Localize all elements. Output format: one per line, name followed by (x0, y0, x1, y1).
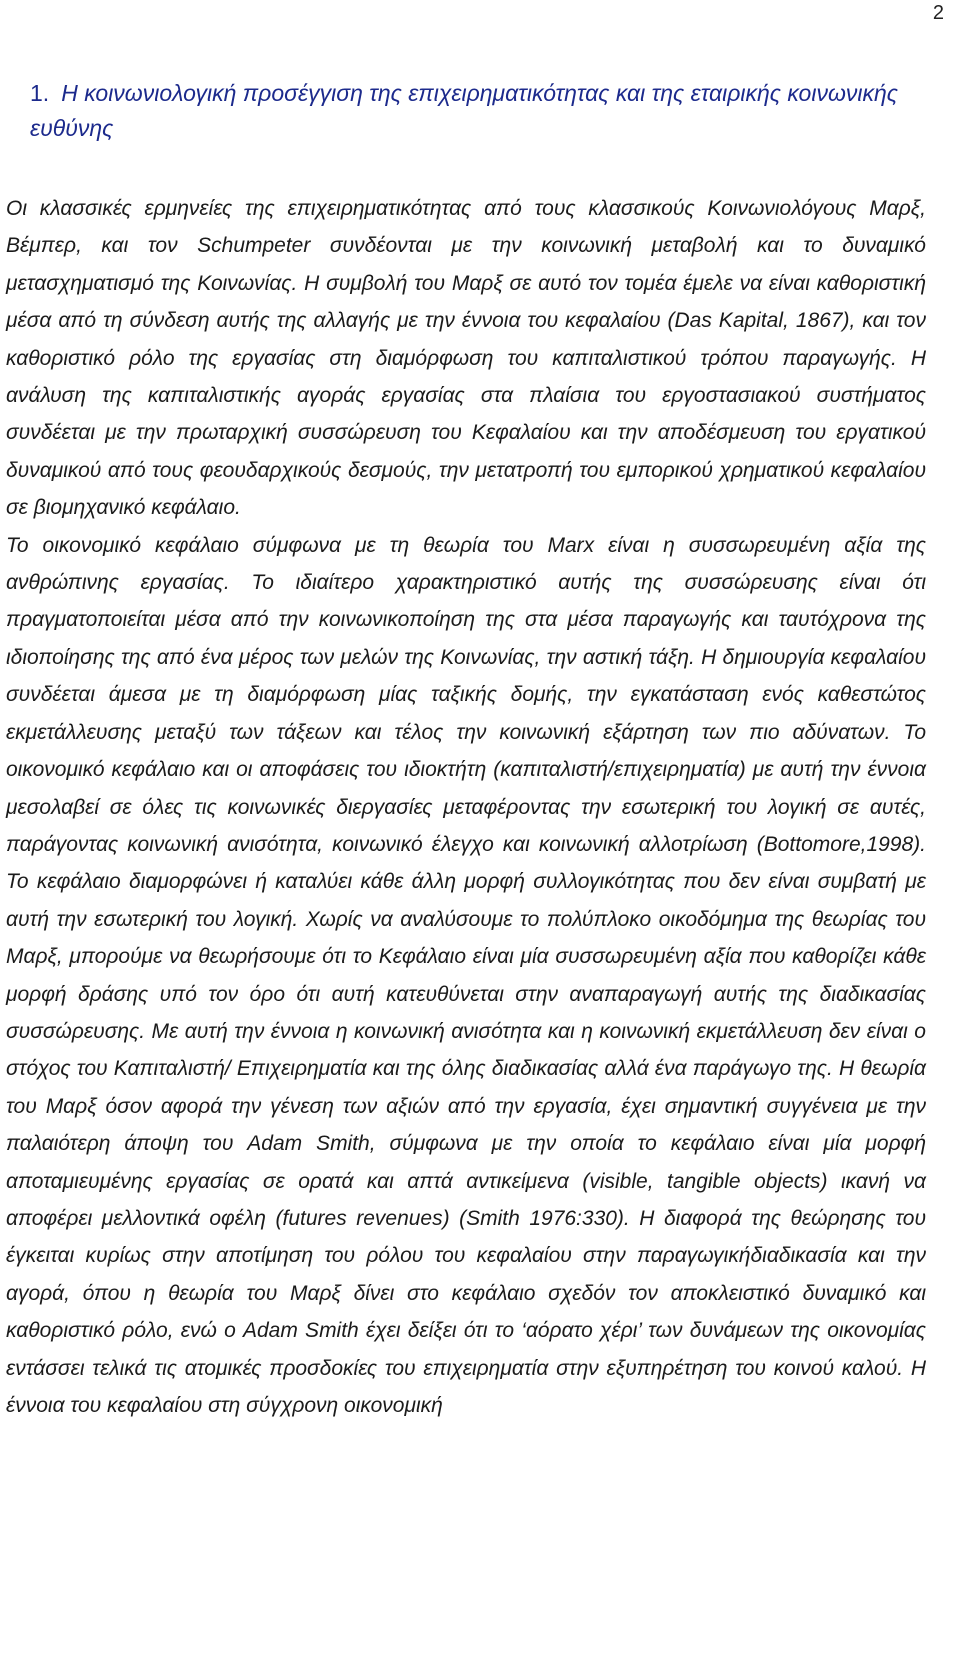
paragraph: Το οικονομικό κεφάλαιο σύμφωνα με τη θεωρία του Marx είναι η συσσωρευμένη αξία της ανθρώπινης εργασίας. Το ιδιαίτερο χαρακτηριστικό αυτής της συσσώρευσης είναι ότι πραγματοποιείται μέσα από την κοινωνικοποίηση της στα μέσα παραγωγής και ταυτόχρονα της ιδιοποίησης της από ένα μέρος των μελών της Κοινωνίας, την αστική τάξη. Η δημιουργία κεφαλαίου συνδέεται άμεσα με τη διαμόρφωση μίας ταξικής δομής, την εγκατάσταση ενός καθεστώτος εκμετάλλευσης μεταξύ των τάξεων και τέλος την κοινωνική εξάρτηση των πιο αδύνατων. Το οικονομικό κεφάλαιο και οι αποφάσεις του ιδιοκτήτη (καπιταλιστή/επιχειρηματία) με αυτή την έννοια μεσολαβεί σε όλες τις κοινωνικές διεργασίες μεταφέροντας την εσωτερική του λογική σε αυτές, παράγοντας κοινωνική ανισότητα, κοινωνικό έλεγχο και κοινωνική αλλοτρίωση (Bottomore,1998). Το κεφάλαιο διαμορφώνει ή καταλύει κάθε άλλη μορφή συλλογικότητας που δεν είναι συμβατή με αυτή την εσωτερική του λογική. Χωρίς να αναλύσουμε το πολύπλοκο οικοδόμημα της θεωρίας του Μαρξ, μπορούμε να θεωρήσουμε ότι το Κεφάλαιο είναι μία συσσωρευμένη αξία που καθορίζει κάθε μορφή δράσης υπό τον όρο ότι αυτή κατευθύνεται στην αναπαραγωγή αυτής της διαδικασίας συσσώρευσης. Με αυτή την έννοια η κοινωνική ανισότητα και η κοινωνική εκμετάλλευση δεν είναι ο στόχος του Καπιταλιστή/ Επιχειρηματία και της όλης διαδικασίας αλλά ένα παράγωγο της. Η θεωρία του Μαρξ όσον αφορά την γένεση των αξιών από την εργασία, έχει σημαντική συγγένεια με την παλαιότερη άποψη του Adam Smith, σύμφωνα με την οποία το κεφάλαιο είναι μία μορφή αποταμιευμένης εργασίας σε ορατά και απτά αντικείμενα (visible, tangible objects) ικανή να αποφέρει μελλοντικά οφέλη (futures revenues) (Smith 1976:330). Η διαφορά της θεώρησης του έγκειται κυρίως στην αποτίμηση του ρόλου του κεφαλαίου στην παραγωγικήδιαδικασία και την αγορά, όπου η θεωρία του Μαρξ δίνει στο κεφάλαιο σχεδόν τον αποκλειστικό δυναμικό και καθοριστικό ρόλο, ενώ ο Adam Smith έχει δείξει ότι το ‘αόρατο χέρι’ των δυνάμεων της οικονομίας εντάσσει τελικά τις ατομικές προσδοκίες του επιχειρηματία στην εξυπηρέτηση του κοινού καλού. Η έννοια του κεφαλαίου στη σύγχρονη οικονομική (6, 533, 926, 1417)
section-number: 1. (30, 80, 50, 106)
section-heading (30, 76, 910, 146)
body-text (6, 190, 926, 1424)
paragraph: Οι κλασσικές ερμηνείες της επιχειρηματικότητας από τους κλασσικούς Κοινωνιολόγους Μαρξ, Βέμπερ, και τον Schumpeter συνδέονται με την κοινωνική μεταβολή και το δυναμικό μετασχηματισμό της Κοινωνίας. Η συμβολή του Μαρξ σε αυτό τον τομέα έμελε να είναι καθοριστική μέσα από τη σύνδεση αυτής της αλλαγής με την έννοια του κεφαλαίου (Das Kapital, 1867), και τον καθοριστικό ρόλο της εργασίας στη διαμόρφωση του καπιταλιστικού τρόπου παραγωγής. Η ανάλυση της καπιταλιστικής αγοράς εργασίας στα πλαίσια του εργοστασιακού συστήματος συνδέεται με την πρωταρχική συσσώρευση του Κεφαλαίου και την αποδέσμευση του εργατικού δυναμικού από τους φεουδαρχικούς δεσμούς, την μετατροπή του εμπορικού χρηματικού κεφαλαίου σε βιομηχανικό κεφάλαιο. (6, 197, 926, 520)
section-title: Η κοινωνιολογική προσέγγιση της επιχειρηματικότητας και της εταιρικής κοινωνικής ευθύνης (30, 80, 898, 141)
page-number: 2 (932, 2, 944, 24)
